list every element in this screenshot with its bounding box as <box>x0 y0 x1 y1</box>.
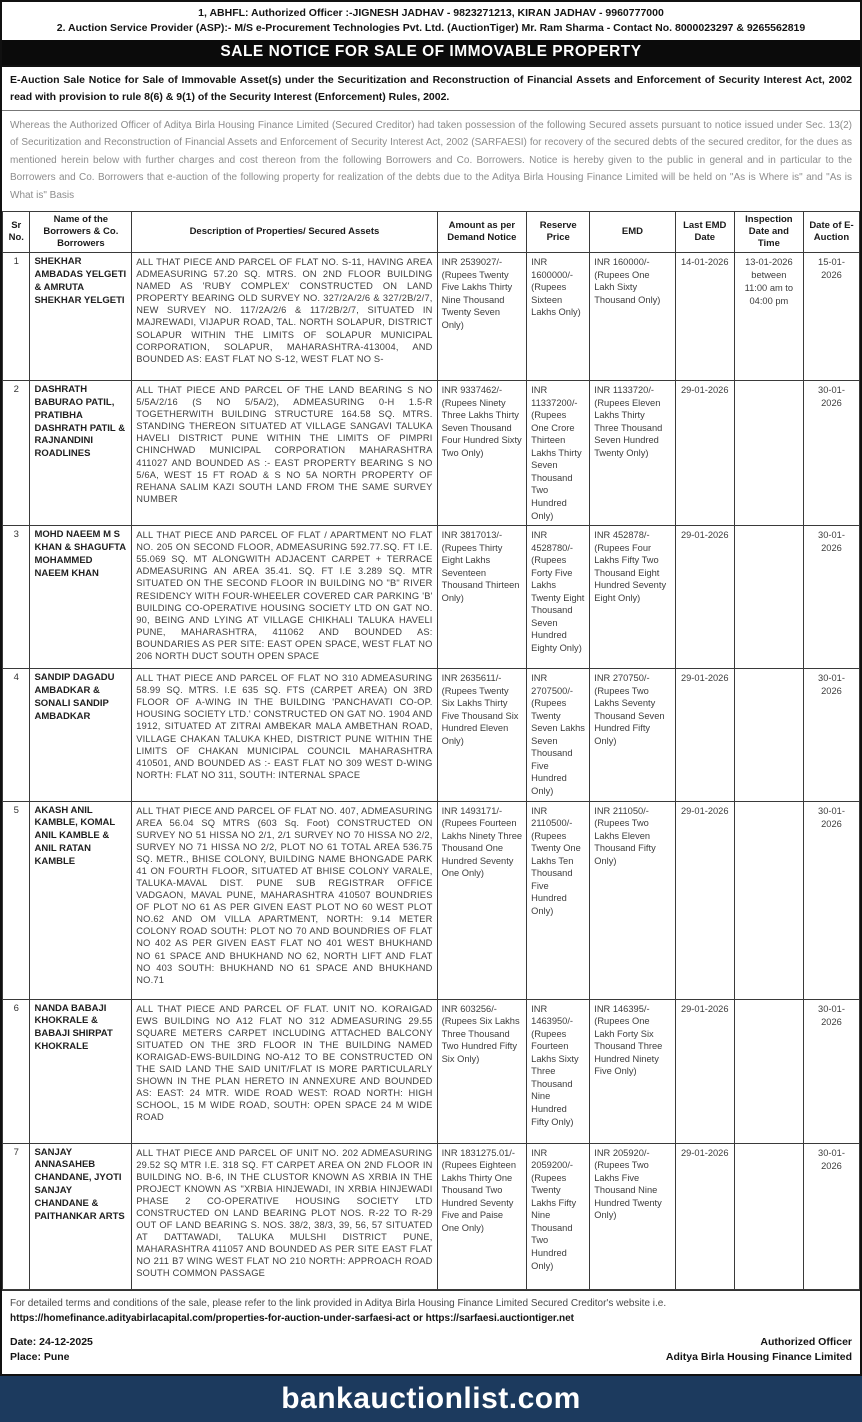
cell-property-description: ALL THAT PIECE AND PARCEL OF FLAT NO 310 ADMEASURING 58.99 SQ. MTRS. I.E 635 SQ. FTS (CARPET AREA) ON 3RD FLOOR OF A-WING IN THE BUILDING 'PANCHAVATI CO-OP. HOUSING SOCIETY LTD.' CONSTRUCTED ON GAT NO. 1904 AND 1912, SITUATED AT ZITRAI AMBEKAR MALA AMBETHAN ROAD, VILLAGE CHAKAN TALUKA KHED, DISTRICT PUNE WITHIN THE LIMITS OF CHAKAN MUNICIPAL COUNCIL MAHARASHTRA 410501, AND BOUNDED AS :- EAST FLAT NO 309 WEST D-WING NORTH: FLAT NO 311, SOUTH: INTERNAL SPACE <box>132 669 437 801</box>
table-row <box>3 1143 860 1289</box>
terms-section <box>2 1290 860 1331</box>
cell-reserve-price: INR 2059200/- (Rupees Twenty Lakhs Fifty Nine Thousand Two Hundred Only) <box>527 1143 590 1289</box>
cell-emd: INR 270750/- (Rupees Two Lakhs Seventy Thousand Seven Hundred Fifty Only) <box>590 669 675 801</box>
auction-table <box>2 211 860 1289</box>
signature-block <box>666 1335 852 1367</box>
column-header-sr: Sr No. <box>3 212 30 253</box>
cell-property-description: ALL THAT PIECE AND PARCEL OF THE LAND BEARING S NO 5/5A/2/16 (S NO 5/5A/2), ADMEASURING 0-H 1.5-R TOGETHERWITH BUILDING STRUCTURE 164.58 SQ. MTRS. STANDING THEREON SITUATED AT VILLAGE SANGAVI TALUKA HAVELI DISTRICT PUNE WITHIN THE LIMITS OF PIMPRI CHINCHWAD MUNICIPAL CORPORATION MAHARASHTRA 411027 AND BOUNDED AS :- EAST PROPERTY BEARING S NO 5/6A, WEST 15 FT ROAD & S NO 5A NORTH PROPERTY OF REHANA SALIM KAZI SOUTH LAND FROM THE SAME SURVEY NUMBER <box>132 381 437 526</box>
cell-property-description: ALL THAT PIECE AND PARCEL OF FLAT NO. 407, ADMEASURING AREA 56.04 SQ MTRS (603 Sq. Foot) CONSTRUCTED ON SURVEY NO 51 HISSA NO 2/1, 2/1 SURVEY NO 70 HISSA NO 2/2, SURVEY NO 71 HISSA NO 2/2, PLOT NO 61 TOTAL AREA 536.75 SQ. METR., BHISE COLONY, BUILDING NAME BHONGADE PARK 41 ON FOURTH FLOOR, SITUATED AT BHISE COLONY VARALE, TALUKA-MAVAL DIST. PUNE SUB REGISTRAR OFFICE VADGAON, MAVAL PUNE, MAHARASHTRA 410507 BOUNDRIES OF PLOT NO 61 AS PER GIVEN EAST PLOT NO 60 WEST PLOT NO.62 AND OM VILLA APARTMENT, NORTH: 9.14 METER COLONY ROAD SOUTH: PLOT NO 70 AND BOUNDRIES OF FLAT NO 402 AS PER GIVEN EAST FLAT NO 401 WEST BHUKHAND NO 61 SPACE AND BHUKHAND NO 62, NORTH LIFT AND FLAT NO 403 SOUTH: BHUKHAND NO 61 SPACE AND BHUKHAND NO.71 <box>132 801 437 999</box>
notice-box <box>2 65 860 211</box>
cell-inspection <box>734 669 803 801</box>
cell-auction-date: 30-01-2026 <box>803 526 859 669</box>
signoff-section <box>2 1331 860 1375</box>
signature-title: Authorized Officer <box>760 1335 852 1348</box>
cell-inspection <box>734 999 803 1143</box>
cell-auction-date: 30-01-2026 <box>803 999 859 1143</box>
notice-date: Date: 24-12-2025 <box>10 1335 93 1348</box>
cell-auction-date: 30-01-2026 <box>803 381 859 526</box>
cell-reserve-price: INR 2110500/- (Rupees Twenty One Lakhs Ten Thousand Five Hundred Only) <box>527 801 590 999</box>
cell-property-description: ALL THAT PIECE AND PARCEL OF UNIT NO. 202 ADMEASURING 29.52 SQ MTR I.E. 318 SQ. FT CARPET AREA ON 2ND FLOOR IN BUILDING NO. B-6, IN THE CLUSTOR KNOWN AS XRBIA IN THE PROJECT KNOWN AS "XRBIA HINJEWADI, IN XRBIA HINJEWADI PHASE 2 CO-OPERATIVE HOUSING SOCIETY LTD CONSTRUCTED ON LAND BEARING PLOT NOS. R-22 TO R-29 OUT OF LAND BEARING S. NOS. 38/2, 38/3, 39, 56, 57 SITUATED AT DATTAWADI, TALUKA MULSHI DISTRICT PUNE, MAHARASHTRA 411057 AND BOUNDED AS PER SITE EAST FLAT NO 211 B7 WING WEST FLAT NO 210 NORTH: APPROACH ROAD SOUTH COMMON PASSAGE <box>132 1143 437 1289</box>
cell-sr: 5 <box>3 801 30 999</box>
cell-demand-amount: INR 9337462/- (Rupees Ninety Three Lakhs Thirty Seven Thousand Four Hundred Sixty Two Only) <box>437 381 527 526</box>
cell-demand-amount: INR 1831275.01/- (Rupees Eighteen Lakhs Thirty One Thousand Two Hundred Seventy Five and Paise One Only) <box>437 1143 527 1289</box>
cell-last-emd-date: 29-01-2026 <box>675 669 734 801</box>
cell-borrower-name: NANDA BABAJI KHOKRALE & BABAJI SHIRPAT KHOKRALE <box>30 999 132 1143</box>
notice-place: Place: Pune <box>10 1351 70 1364</box>
cell-property-description: ALL THAT PIECE AND PARCEL OF FLAT NO. S-11, HAVING AREA ADMEASURING 57.20 SQ. MTRS. ON 2ND FLOOR BUILDING NAMED AS 'RUBY COMPLEX' CONSTRUCTED ON LAND PROPERTY BEARING OLD SURVEY NO. 327/2A/2/6 & 327/2B/2/7, NEW SURVEY NO. 117/2A/2/6 & 117/2B/2/7, SITUATED IN MAJREWADI, VIJAPUR ROAD, TAL. NORTH SOLAPUR, DISTRICT SOLAPUR WITHIN THE LIMITS OF SOLAPUR MUNICIPAL CORPORATION, SOLAPUR, MAHARASHTRA-413004, AND BOUNDED AS: EAST FLAT NO S-12, WEST FLAT NO S- <box>132 253 437 381</box>
cell-auction-date: 15-01-2026 <box>803 253 859 381</box>
cell-sr: 1 <box>3 253 30 381</box>
contact-header <box>2 2 860 38</box>
cell-borrower-name: SANJAY ANNASAHEB CHANDANE, JYOTI SANJAY CHANDANE & PAITHANKAR ARTS <box>30 1143 132 1289</box>
cell-sr: 3 <box>3 526 30 669</box>
cell-inspection <box>734 381 803 526</box>
table-row <box>3 669 860 801</box>
cell-reserve-price: INR 1600000/- (Rupees Sixteen Lakhs Only) <box>527 253 590 381</box>
signature-company: Aditya Birla Housing Finance Limited <box>665 1351 852 1364</box>
cell-emd: INR 211050/- (Rupees Two Lakhs Eleven Thousand Fifty Only) <box>590 801 675 999</box>
cell-auction-date: 30-01-2026 <box>803 801 859 999</box>
cell-auction-date: 30-01-2026 <box>803 669 859 801</box>
cell-borrower-name: AKASH ANIL KAMBLE, KOMAL ANIL KAMBLE & ANIL RATAN KAMBLE <box>30 801 132 999</box>
cell-auction-date: 30-01-2026 <box>803 1143 859 1289</box>
terms-links[interactable]: https://homefinance.adityabirlacapital.com/properties-for-auction-under-sarfaesi-act or https://sarfaesi.auctiontiger.net <box>10 1312 574 1324</box>
cell-borrower-name: SANDIP DAGADU AMBADKAR & SONALI SANDIP AMBADKAR <box>30 669 132 801</box>
cell-borrower-name: SHEKHAR AMBADAS YELGETI & AMRUTA SHEKHAR YELGETI <box>30 253 132 381</box>
column-header-inspection: Inspection Date and Time <box>734 212 803 253</box>
authorized-officer-contacts: 1, ABHFL: Authorized Officer :-JIGNESH JADHAV - 9823271213, KIRAN JADHAV - 9960777000 <box>198 7 664 19</box>
cell-last-emd-date: 14-01-2026 <box>675 253 734 381</box>
cell-emd: INR 160000/- (Rupees One Lakh Sixty Thousand Only) <box>590 253 675 381</box>
notice-intro: E-Auction Sale Notice for Sale of Immovable Asset(s) under the Securitization and Reconstruction of Financial Assets and Enforcement of Security Interest Act, 2002 read with provision to rule 8(6) & 9(1) of the Security Interest (Enforcement) Rules, 2002. <box>2 67 860 111</box>
watermark-band <box>0 1376 862 1422</box>
cell-emd: INR 452878/- (Rupees Four Lakhs Fifty Two Thousand Eight Hundred Seventy Eight Only) <box>590 526 675 669</box>
column-header-description: Description of Properties/ Secured Assets <box>132 212 437 253</box>
cell-sr: 6 <box>3 999 30 1143</box>
cell-last-emd-date: 29-01-2026 <box>675 381 734 526</box>
table-row <box>3 999 860 1143</box>
cell-borrower-name: MOHD NAEEM M S KHAN & SHAGUFTA MOHAMMED NAEEM KHAN <box>30 526 132 669</box>
cell-emd: INR 205920/- (Rupees Two Lakhs Five Thousand Nine Hundred Twenty Only) <box>590 1143 675 1289</box>
cell-inspection <box>734 526 803 669</box>
cell-reserve-price: INR 1463950/- (Rupees Fourteen Lakhs Sixty Three Thousand Nine Hundred Fifty Only) <box>527 999 590 1143</box>
watermark-site-name: bankauctionlist.com <box>281 1382 581 1416</box>
cell-reserve-price: INR 2707500/- (Rupees Twenty Seven Lakhs Seven Thousand Five Hundred Only) <box>527 669 590 801</box>
cell-borrower-name: DASHRATH BABURAO PATIL, PRATIBHA DASHRATH PATIL & RAJNANDINI ROADLINES <box>30 381 132 526</box>
cell-emd: INR 1133720/- (Rupees Eleven Lakhs Thirty Three Thousand Seven Hundred Twenty Only) <box>590 381 675 526</box>
table-row <box>3 801 860 999</box>
cell-inspection <box>734 801 803 999</box>
table-row <box>3 253 860 381</box>
notice-whereas: Whereas the Authorized Officer of Aditya Birla Housing Finance Limited (Secured Creditor) had taken possession of the following Secured assets pursuant to notice issued under Sec. 13(2) of Securitization and Reconstruction of Financial Assets and Enforcement of Security Interest Act, 2002 (SARFAESI) for recovery of the secured debts of the secured creditor, for the dues as mentioned herein below with further charges and cost thereon from the following Borrowers and Co. Borrowers. Notice is hereby given to the public in general and in particular to the Borrowers and Co. Borrowers that e-auction of the following property for realization of the debts due to the Aditya Birla Housing Finance Limited will be held on "As is Where is" and "As is What is" Basis <box>10 119 852 201</box>
column-header-auction-date: Date of E-Auction <box>803 212 859 253</box>
cell-sr: 4 <box>3 669 30 801</box>
column-header-last-emd-date: Last EMD Date <box>675 212 734 253</box>
cell-inspection <box>734 1143 803 1289</box>
cell-sr: 7 <box>3 1143 30 1289</box>
cell-demand-amount: INR 2635611/- (Rupees Twenty Six Lakhs Thirty Five Thousand Six Hundred Eleven Only) <box>437 669 527 801</box>
auction-service-provider-contacts: 2. Auction Service Provider (ASP):- M/S e-Procurement Technologies Pvt. Ltd. (AuctionTiger) Mr. Ram Sharma - Contact No. 8000023297 & 9265562819 <box>56 22 806 35</box>
cell-inspection: 13-01-2026 between 11:00 am to 04:00 pm <box>734 253 803 381</box>
cell-last-emd-date: 29-01-2026 <box>675 526 734 669</box>
cell-last-emd-date: 29-01-2026 <box>675 1143 734 1289</box>
cell-sr: 2 <box>3 381 30 526</box>
cell-last-emd-date: 29-01-2026 <box>675 999 734 1143</box>
cell-property-description: ALL THAT PIECE AND PARCEL OF FLAT / APARTMENT NO FLAT NO. 205 ON SECOND FLOOR, ADMEASURING 592.77.SQ. FT I.E. 55.069 SQ. MT ALONGWITH ADJACENT CARPET + TERRACE ADMEASURING AN AREA 35.41. SQ. FT I.E 3.289 SQ. MTR SITUATED ON THE SECOND FLOOR IN BUILDING NO "B" RIVER RESIDENCY WITH FOUR-WHEELER COVERED CAR PARKING 'B' BUILDING CO-OPERATIVE HOUSING SOCIETY LTD ON GAT NO. 90, BEING AND LYING AT VILLAGE CHIKHALI TALUKA HAVELI PUNE, MAHARASHTRA, 411062 AND BOUNDED AS: BOUNDARIES AS PER SITE: EAST OPEN SPACE, WEST FLAT NO 206 NORTH DUCT SOUTH OPEN SPACE <box>132 526 437 669</box>
table-row <box>3 381 860 526</box>
cell-demand-amount: INR 2539027/- (Rupees Twenty Five Lakhs Thirty Nine Thousand Twenty Seven Only) <box>437 253 527 381</box>
cell-demand-amount: INR 1493171/- (Rupees Fourteen Lakhs Ninety Three Thousand One Hundred Seventy One Only) <box>437 801 527 999</box>
cell-emd: INR 146395/- (Rupees One Lakh Forty Six Thousand Three Hundred Ninety Five Only) <box>590 999 675 1143</box>
date-place-block <box>10 1335 93 1367</box>
cell-demand-amount: INR 603256/- (Rupees Six Lakhs Three Thousand Two Hundred Fifty Six Only) <box>437 999 527 1143</box>
cell-property-description: ALL THAT PIECE AND PARCEL OF FLAT. UNIT NO. KORAIGAD EWS BUILDING NO A12 FLAT NO 312 ADMEASURING 29.55 SQUARE METERS CARPET INCLUDING ATTACHED BALCONY SITUATED ON THE 3RD FLOOR IN THE BUILDING NAMED KORAIGAD-EWS-BUILDING NO-A12 TO BE CONSTRUCTED ON THE SAID LAND THE SAID UNIT/FLAT IS MORE PARTICULARLY SHOWN IN THE PLAN HERETO IN ANNEXURE AND BOUNDED AS: EAST: 24 MTR. WIDE ROAD WEST: ROAD NORTH: HIGH SCHOOL, 15 M WIDE ROAD, SOUTH: OPEN SPACE 24 M WIDE ROAD <box>132 999 437 1143</box>
column-header-amount: Amount as per Demand Notice <box>437 212 527 253</box>
cell-reserve-price: INR 11337200/- (Rupees One Crore Thirteen Lakhs Thirty Seven Thousand Two Hundred Only) <box>527 381 590 526</box>
table-header-row <box>3 212 860 253</box>
table-row <box>3 526 860 669</box>
cell-reserve-price: INR 4528780/- (Rupees Forty Five Lakhs Twenty Eight Thousand Seven Hundred Eighty Only) <box>527 526 590 669</box>
column-header-borrowers: Name of the Borrowers & Co. Borrowers <box>30 212 132 253</box>
column-header-emd: EMD <box>590 212 675 253</box>
sale-notice-banner: SALE NOTICE FOR SALE OF IMMOVABLE PROPERTY <box>2 40 860 65</box>
column-header-reserve: Reserve Price <box>527 212 590 253</box>
terms-text: For detailed terms and conditions of the sale, please refer to the link provided in Aditya Birla Housing Finance Limited Secured Creditor's website i.e. <box>10 1297 667 1309</box>
cell-last-emd-date: 29-01-2026 <box>675 801 734 999</box>
cell-demand-amount: INR 3817013/- (Rupees Thirty Eight Lakhs Seventeen Thousand Thirteen Only) <box>437 526 527 669</box>
